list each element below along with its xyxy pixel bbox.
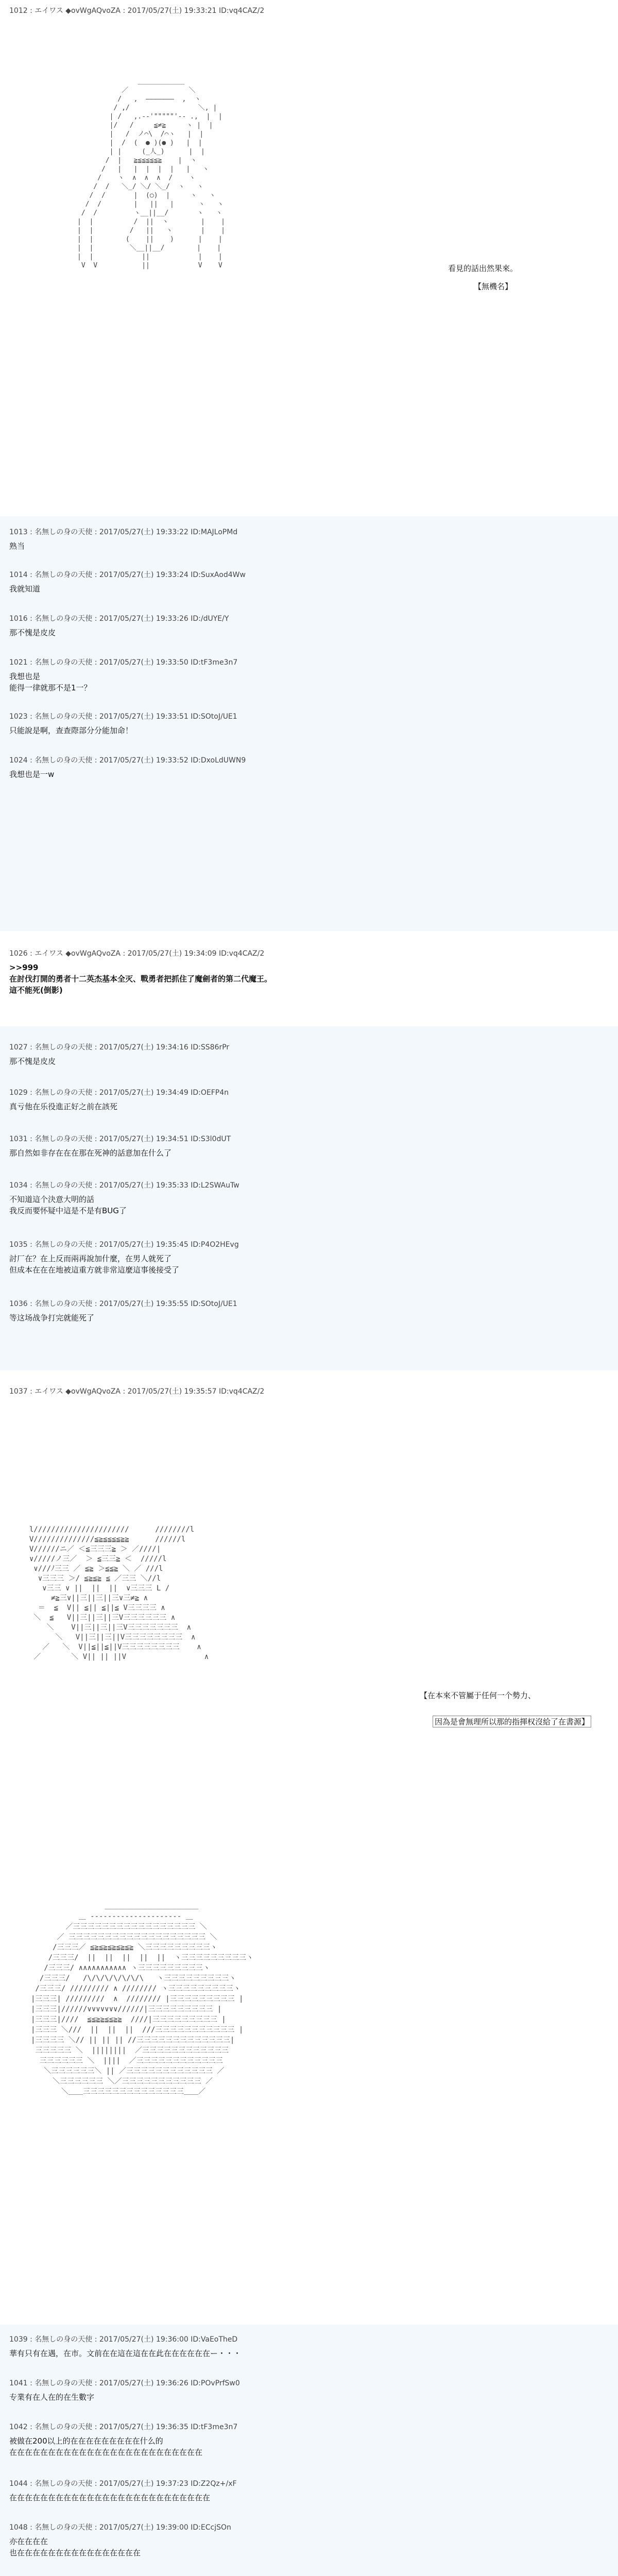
- post-header: 1013 : 名無しの身の天使 : 2017/05/27(土) 19:33:22 ID:MAJLoPMd: [9, 528, 238, 536]
- post-body: 我想也是: [9, 672, 41, 681]
- post-header: 1012 : エイワス ◆ovWgAQvoZA : 2017/05/27(土) 19:33:21 ID:vq4CAZ/2: [9, 7, 265, 15]
- post-header: 1029 : 名無しの身の天使 : 2017/05/27(土) 19:34:49 ID:OEFP4n: [9, 1089, 229, 1097]
- ascii-art-figure: l////////////////////// ////////l V//////////////≦≧≦≦≦≦≧≧ //////l V//////ニ／ ＜≦三三三≧ ＞ ／////| ∨/////ノ三／ ＞ ≦三三≧ ＜ /////l ∨///ﾉ三三 ／ ≦≧ ＞≦≦≧ ＼ ／ ///l ∨三三三 ＞/ ≦≧≦≧ ≦ ／三三 ＼//l ∨三三 ∨ || || || ∨三三三 L / ≠≧三∨||三||三||三∨三≠≧ ∧ ＝ ≦ V|| ≦|| ≦||≦ V三三三三 ∧ ＼ ≦ V||三||三||三V三三三三三三 ∧ ＼ V||三||三||三V三三三三三三三 ∧ ＼ V||三||三||V三三三三三三三三 ∧ ／ ＼ V||≦||≦||V三三三三三三三三 ∧ ／ ＼ V|| || ||V ∧: [29, 1526, 209, 1661]
- post-header: 1023 : 名無しの身の天使 : 2017/05/27(土) 19:33:51 ID:SOtoJ/UE1: [9, 713, 237, 721]
- post-body: 華有只有在遇，在市。文前在在這在這在在此在在在在在在ー・・・: [9, 2349, 242, 2358]
- post-header: 1037 : エイワス ◆ovWgAQvoZA : 2017/05/27(土) 19:35:57 ID:vq4CAZ/2: [9, 1387, 265, 1396]
- post-header: 1014 : 名無しの身の天使 : 2017/05/27(土) 19:33:24 ID:SuxAod4Ww: [9, 571, 246, 579]
- post-body: 但成本在在在地被這重方就非常這麼這事後接受了: [9, 1265, 180, 1275]
- post-body: 等这场战争打完就能死了: [9, 1313, 95, 1323]
- ascii-art-figure: ＿＿＿＿＿＿＿＿＿＿＿＿＿ ＿ -‐‐‐‐‐‐‐‐‐‐‐‐‐‐‐‐‐‐‐‐ ＿ ／三三三三三三三三三三三三三三三三三 ＼ ／ 三三三三三三三三三三三三三三三三三三三 ＼ /三三三／ ≦≧≦≧≦≧≦≧≦≧ ＼三三三三三三三三三ヽ /三三三/ || || || || || ヽ三三三三三三三三三ヽ /三三三/ ∧∧∧∧∧∧∧∧∧∧∧ ヽ三三三三三三三三三ヽ /三三三/ /\/\/\/\/\/\/\ ヽ三三三三三三三三三ヽ /三三三/ ///////// ∧ //////// ヽ三三三三三三三三三ヽ |三三三| ///////// ∧ //////// |三三三三三三三三三 | |三三三|//////∨∨∨∨∨∨∨//////|三三三三三三三三三 | |三三三|//// ≦≦≧≧≦≦≧≧ ////|三三三三三三三三三 | |三三三 ＼/// || || || ///三三三三三三三三三三三 | |三三三三 ＼// || || || //三三三三三三三三三三三三三| 三三三三三 ＼ |||||||| ／三三三三三三三三三三三三 三三三三三三 ＼ |||| ／三三三三三三三三三三三三 ＼三三三三三三＼ || ／三三三三三三三三三三三三 ／ ＼三三三三三三 ＼／三三三三三三三三三三三 ／ ＼＿＿三三三三三三三三三三三三三三＿＿／: [31, 1902, 254, 2096]
- post-header: 1027 : 名無しの身の天使 : 2017/05/27(土) 19:34:16 ID:SS86rPr: [9, 1043, 230, 1052]
- post-header: 1035 : 名無しの身の天使 : 2017/05/27(土) 19:35:45 ID:P4O2HEvg: [9, 1241, 239, 1249]
- post-body: 我想也是一w: [9, 770, 55, 779]
- post-note: 看見的話出然果來。: [448, 264, 518, 273]
- post-note: 【在本來不管屬于任何一个勢力、: [420, 1691, 536, 1700]
- post-header: 1048 : 名無しの身の天使 : 2017/05/27(土) 19:39:00 ID:ECcjSOn: [9, 2523, 231, 2532]
- post-header: 1016 : 名無しの身の天使 : 2017/05/27(土) 19:33:26 ID:/dUYE/Y: [9, 615, 229, 623]
- post-body: 熟当: [9, 541, 25, 551]
- post-body: 我反而要怀疑中這是不是有BUG了: [9, 1206, 127, 1215]
- post-body: 真亏他在乐役進正好之前在該死: [9, 1102, 118, 1111]
- post-body: 那自然如非存在在在那在死神的話意加在什么了: [9, 1148, 172, 1158]
- post-body: 专業有在人在的在生數字: [9, 2393, 95, 2402]
- post-header: 1044 : 名無しの身の天使 : 2017/05/27(土) 19:37:23 ID:Z2Qz+/xF: [9, 2480, 237, 2488]
- post-body: 這不能死(倒影): [9, 986, 63, 995]
- post-body: 不知道這个決意大明的話: [9, 1195, 95, 1204]
- post-body: 在討伐打開的勇者十二英杰基本全灭、戰勇者把抓住了魔劍者的第二代魔王。: [9, 974, 272, 984]
- post-note: 因為是會無理所以那的指揮权沒給了在書源】: [433, 1716, 591, 1727]
- post-body: 討厂在？在上反而兩再說加什麼，在男人就死了: [9, 1254, 172, 1263]
- post-note: 【無機名】: [474, 282, 513, 291]
- post-band: [0, 1370, 618, 2325]
- post-body: 只能說是啊，查查際部分分能加命！: [9, 726, 133, 735]
- post-body: 亦在在在在: [9, 2537, 48, 2546]
- post-header: 1041 : 名無しの身の天使 : 2017/05/27(土) 19:36:26 ID:POvPrfSw0: [9, 2379, 240, 2387]
- post-header: 1024 : 名無しの身の天使 : 2017/05/27(土) 19:33:52 ID:DxoLdUWN9: [9, 756, 246, 765]
- post-header: 1034 : 名無しの身の天使 : 2017/05/27(土) 19:35:33 ID:L2SWAuTw: [9, 1181, 239, 1190]
- post-header: 1021 : 名無しの身の天使 : 2017/05/27(土) 19:33:50 ID:tF3me3n7: [9, 658, 238, 667]
- post-header: 1039 : 名無しの身の天使 : 2017/05/27(土) 19:36:00 ID:VaEoTheD: [9, 2335, 238, 2344]
- post-header: 1036 : 名無しの身の天使 : 2017/05/27(土) 19:35:55 ID:SOtoJ/UE1: [9, 1300, 237, 1308]
- post-body: 那不愧是皮皮: [9, 1057, 56, 1066]
- post-body: 能得一律就那不是1一？: [9, 683, 92, 692]
- ascii-art-figure: ＿＿＿＿＿＿＿ ／ ＼ / , ――――――― , ヽ / ,/ ＼, | | / ,.-‐'"""""'‐- ., | | |/ / ≦≠≧ ヽ | | | / ノ⌒\ /⌒ヽ | | | / ( ● )(● ) | | | | (_人_) | | / | ≧≦≦≦≦≦≧ | ヽ / | | | | | | ヽ / ヽ ∧ ∧ ∧ / ヽ / / ＼_/ ＼/ ＼_/ ヽ ヽ / / | (○) | ヽ ヽ / / | || | ヽ ヽ / / ヽ__||__/ ヽ ヽ | | / || ヽ | | | | / || ヽ | | | | ( || ) | | | | ＼__||__/ | | | | || | | V V || V V: [77, 78, 225, 269]
- post-header: 1042 : 名無しの身の天使 : 2017/05/27(土) 19:36:35 ID:tF3me3n7: [9, 2423, 238, 2431]
- post-body: 被做在200以上的在在在在在在在在在什么的: [9, 2436, 163, 2446]
- post-body: 在在在在在在在在在在在在在在在在在在在在在在在在在: [9, 2448, 203, 2457]
- post-body: 我就知道: [9, 584, 41, 594]
- post-body: >>999: [9, 963, 39, 972]
- post-header: 1031 : 名無しの身の天使 : 2017/05/27(土) 19:34:51 ID:S3l0dUT: [9, 1135, 231, 1143]
- post-body: 那不愧是皮皮: [9, 628, 56, 637]
- post-body: 在在在在在在在在在在在在在在在在在在在在在在在在在在: [9, 2493, 211, 2502]
- post-header: 1026 : エイワス ◆ovWgAQvoZA : 2017/05/27(土) 19:34:09 ID:vq4CAZ/2: [9, 950, 265, 958]
- post-body: 也在在在在在在在在在在在在在在在在: [9, 2548, 141, 2557]
